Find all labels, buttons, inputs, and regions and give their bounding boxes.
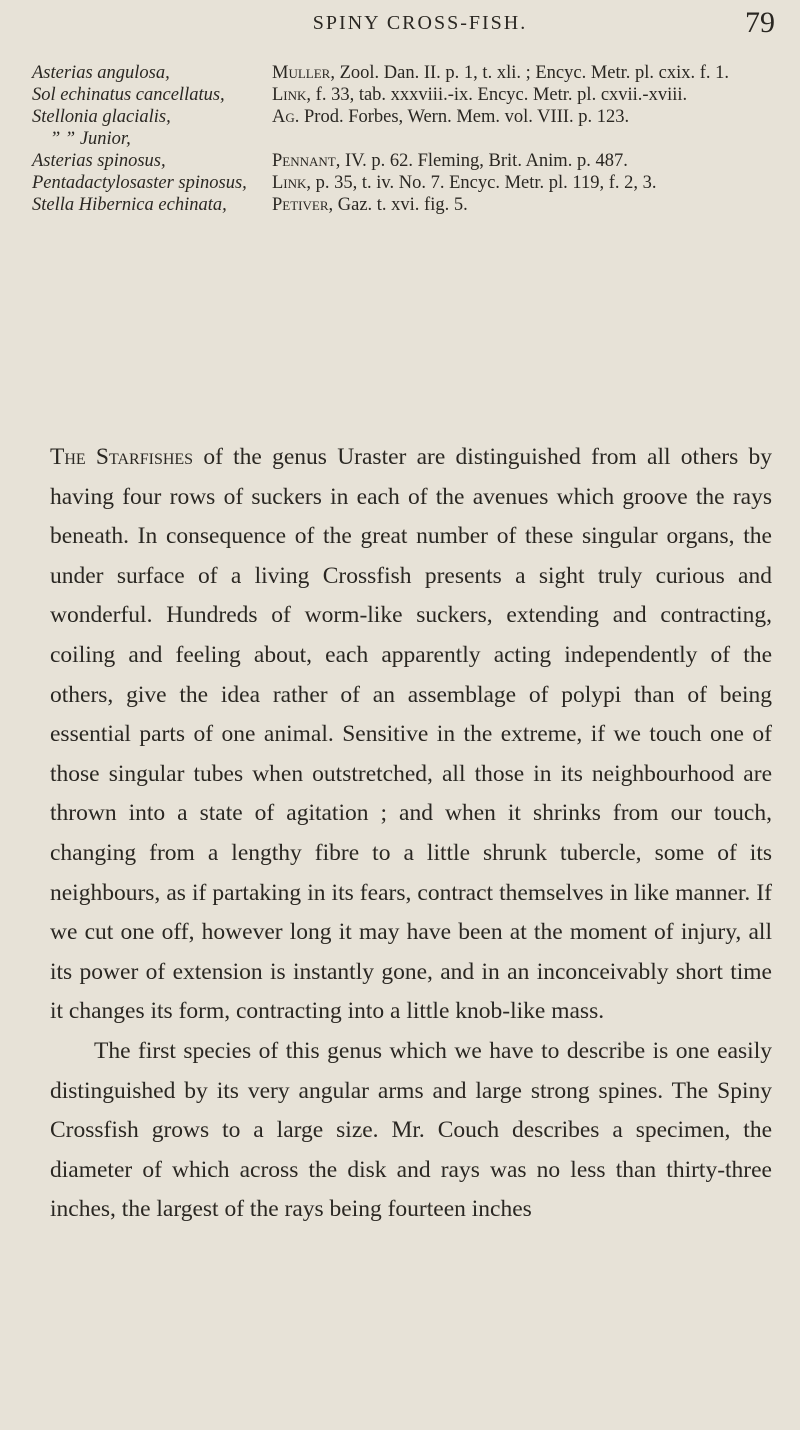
synonym-entry — [32, 172, 772, 194]
synonym-entry — [32, 194, 772, 216]
synonym-name: Asterias angulosa, — [32, 63, 170, 83]
synonym-name: ” ” Junior, — [50, 129, 131, 149]
synonym-name: Asterias spinosus, — [32, 151, 166, 171]
synonym-reference — [272, 194, 772, 216]
body-text — [50, 438, 772, 1230]
reference-text: p. 35, t. iv. No. 7. Encyc. Metr. pl. 119, f. 2, 3. — [311, 173, 657, 193]
synonym-entry — [32, 150, 772, 172]
synonym-name: Sol echinatus cancellatus, — [32, 85, 225, 105]
page-number: 79 — [745, 6, 775, 39]
synonym-entry — [32, 106, 772, 128]
reference-author: Ag. — [272, 107, 300, 127]
reference-author: Muller, — [272, 63, 335, 83]
synonym-reference — [272, 62, 772, 84]
synonymy-list — [32, 62, 772, 216]
reference-text: Zool. Dan. II. p. 1, t. xli. ; Encyc. Metr. pl. cxix. f. 1. — [334, 63, 730, 83]
reference-text: Prod. Forbes, Wern. Mem. vol. VIII. p. 123. — [299, 107, 630, 127]
running-title: SPINY CROSS-FISH. — [312, 12, 528, 34]
synonym-entry — [32, 84, 772, 106]
synonym-reference — [272, 84, 772, 106]
paragraph-lead: The Starfishes — [50, 444, 194, 470]
reference-author: Link, — [272, 173, 312, 193]
reference-author: Pennant, — [272, 151, 341, 171]
paragraph-text: of the genus Uraster are distinguished from all others by having four rows of suckers in each of the avenues which groove the rays beneath. In consequence of the great number of these singular organs, the under surface of a living Crossfish presents a sight truly curious and wonderful. Hundreds of worm-like suckers, extending and contracting, coiling and feeling about, each apparently acting independently of the others, give the idea rather of an assemblage of polypi than of being essential parts of one animal. Sensitive in the extreme, if we touch one of those singular tubes when outstretched, all those in its neighbourhood are thrown into a state of agitation ; and when it shrinks from our touch, changing from a lengthy fibre to a little shrunk tubercle, some of its neighbours, as if partaking in its fears, contract themselves in like manner. If we cut one off, however long it may have been at the moment of injury, all its power of extension is instantly gone, and in an inconceivably short time it changes its form, contracting into a little knob-like mass. — [50, 444, 772, 1025]
paragraph — [50, 438, 772, 1032]
synonym-reference — [272, 150, 772, 172]
synonym-entry — [32, 128, 772, 150]
reference-text: IV. p. 62. Fleming, Brit. Anim. p. 487. — [340, 151, 628, 171]
synonym-reference — [272, 106, 772, 128]
synonym-reference — [272, 172, 772, 194]
synonym-name: Stellonia glacialis, — [32, 107, 171, 127]
paragraph: The first species of this genus which we have to describe is one easily distinguished by its very angular arms and large strong spines. The Spiny Crossfish grows to a large size. Mr. Couch describes a specimen, the diameter of which across the disk and rays was no less than thirty-three inches, the largest of the rays being fourteen inches — [50, 1037, 772, 1223]
synonym-reference — [290, 128, 772, 150]
reference-text: f. 33, tab. xxxviii.-ix. Encyc. Metr. pl. cxvii.-xviii. — [311, 85, 688, 105]
page-header — [40, 6, 800, 42]
synonym-entry — [32, 62, 772, 84]
reference-author: Petiver, — [272, 195, 334, 215]
synonym-name: Stella Hibernica echinata, — [32, 195, 227, 215]
reference-text: Gaz. t. xvi. fig. 5. — [333, 195, 468, 215]
reference-author: Link, — [272, 85, 312, 105]
synonym-name: Pentadactylosaster spinosus, — [32, 173, 247, 193]
